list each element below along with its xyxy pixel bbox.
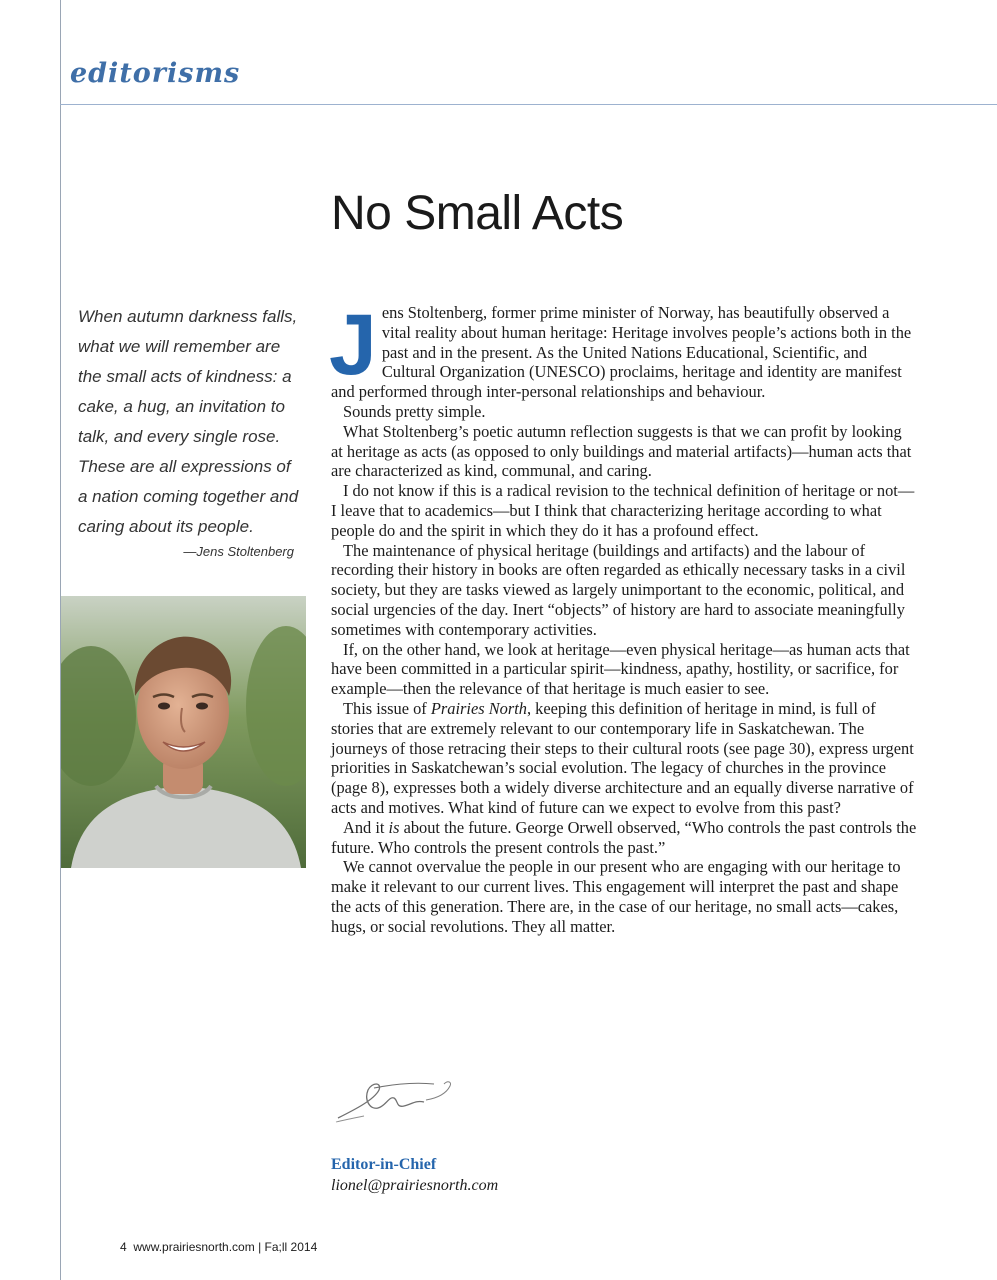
pull-quote <box>78 302 303 559</box>
article-paragraph: And it is about the future. George Orwell observed, “Who controls the past controls the future. Who controls the present controls the past.” <box>331 817 917 857</box>
page-number: 4 <box>120 1240 127 1254</box>
editor-role: Editor-in-Chief <box>331 1156 437 1173</box>
article-paragraph: What Stoltenberg’s poetic autumn reflection suggests is that we can profit by looking at heritage as acts (as opposed to only buildings and material artifacts)—human acts that are characterized as kind, communal, and caring. <box>331 421 912 481</box>
author-portrait <box>61 596 306 868</box>
article-body <box>329 297 917 937</box>
pull-quote-text: When autumn darkness falls, what we will remember are the small acts of kindness: a cake, a hug, an invitation to talk, and every single rose. These are all expressions of a nation coming together and caring about its people. <box>78 307 299 536</box>
footer-separator: | <box>258 1240 262 1254</box>
article-paragraph: Sounds pretty simple. <box>343 401 486 421</box>
section-tag: editorisms <box>70 58 241 89</box>
article-paragraph: Jens Stoltenberg, former prime minister of Norway, has beautifully observed a vital reality about human heritage: Heritage involves people’s actions both in the past and in the present. As the United Nations Educational, Scientific, and Cultural Organization (UNESCO) proclaims, heritage and identity are manifest and performed through inter-personal relationships and behaviour. <box>329 297 912 402</box>
footer-issue: Fa;ll 2014 <box>264 1240 318 1254</box>
portrait-illustration <box>61 596 306 868</box>
article-paragraph: The maintenance of physical heritage (buildings and artifacts) and the labour of recording their history in books are often regarded as ethically necessary tasks in a civil society, but they are tasks viewed as largely unimportant to the economic, political, and social urgencies of the day. Inert “objects” of history are hard to associate meaningfully sometimes with contemporary activities. <box>331 540 906 639</box>
pull-quote-attribution: —Jens Stoltenberg <box>183 544 294 559</box>
article-paragraph: This issue of Prairies North, keeping this definition of heritage in mind, is full of stories that are extremely relevant to our contemporary life in Saskatchewan. The journeys of those retracing their steps to their cultural roots (see page 30), express urgent priorities in Saskatchewan’s social evolution. The legacy of churches in the province (page 8), expresses both a widely diverse architecture and an equally diverse narrative of acts and motives. What kind of future can we expect to evolve from this past? <box>331 698 914 817</box>
emphasis: is <box>388 817 400 837</box>
publication-name: Prairies North <box>430 698 527 718</box>
header-rule <box>60 104 997 105</box>
footer-website: www.prairiesnorth.com <box>133 1240 255 1254</box>
page-footer <box>120 1240 317 1254</box>
article-paragraph: We cannot overvalue the people in our present who are engaging with our heritage to make it relevant to our current lives. This engagement will interpret the past and shape the acts of this generation. There are, in the case of our heritage, no small acts—cakes, hugs, or social revolutions. They all matter. <box>331 857 901 936</box>
drop-cap: J <box>329 297 377 393</box>
editor-email: lionel@prairiesnorth.com <box>331 1177 499 1194</box>
editor-signature <box>334 1070 459 1125</box>
article-paragraph: If, on the other hand, we look at heritage—even physical heritage—as human acts that have been committed in a particular spirit—kindness, apathy, hostility, or sacrifice, for example—then the relevance of that heritage is much easier to see. <box>331 639 910 699</box>
article-title: No Small Acts <box>331 187 624 240</box>
article-paragraph: I do not know if this is a radical revision to the technical definition of heritage or not—I leave that to academics—but I think that characterizing heritage according to what people do and the spirit in which they do it has a profound effect. <box>331 481 915 540</box>
